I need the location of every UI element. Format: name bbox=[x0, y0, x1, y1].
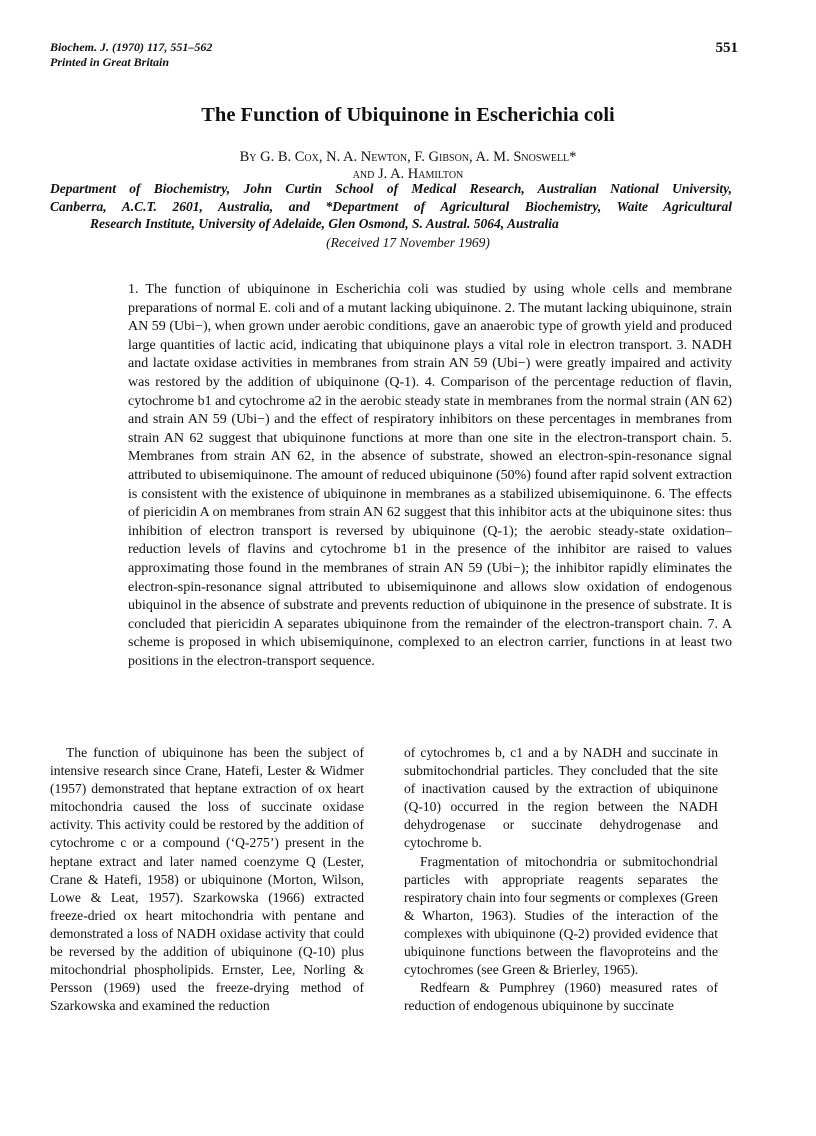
body-column-left bbox=[50, 744, 364, 1015]
received-date: (Received 17 November 1969) bbox=[326, 235, 490, 250]
body-column-right bbox=[404, 744, 718, 1015]
body-paragraph: Fragmentation of mitochondria or submitochondrial particles with appropriate reagents separates the respiratory chain into four segments or complexes (Green & Wharton, 1963). Studies of the interaction of the complexes with ubiquinone (Q-2) provided evidence that ubiquinone functions between the flavoproteins and the cytochromes (see Green & Brierley, 1965). bbox=[404, 853, 718, 978]
author-list bbox=[0, 149, 816, 183]
abstract: 1. The function of ubiquinone in Escherichia coli was studied by using whole cells and membrane preparations of normal E. coli and of a mutant lacking ubiquinone. 2. The mutant lacking ubiquinone, strain AN 59 (Ubi−), when grown under aerobic conditions, gave an anaerobic type of growth yield and produced large quantities of lactic acid, indicating that ubiquinone plays a vital role in electron transport. 3. NADH and lactate oxidase activities in membranes from strain AN 59 (Ubi−) were greatly impaired and activity was restored by the addition of ubiquinone (Q-1). 4. Comparison of the percentage reduction of flavin, cytochrome b1 and cytochrome a2 in the aerobic steady state in membranes from the normal strain (AN 62) and strain AN 59 (Ubi−) and the effect of respiratory inhibitors on these percentages in membranes from strain AN 62 suggest that ubiquinone functions at more than one site in the electron-transport chain. 5. Membranes from strain AN 62, in the absence of substrate, showed an electron-spin-resonance signal attributed to ubisemiquinone. The amount of reduced ubiquinone (50%) found after rapid solvent extraction is consistent with the existence of ubiquinone in membranes as a stabilized ubisemiquinone. 6. The effects of piericidin A on membranes from strain AN 62 suggest that this inhibitor acts at the ubiquinone sites: thus inhibition of electron transport is reversed by ubiquinone (Q-1); the aerobic steady-state oxidation–reduction levels of flavins and cytochrome b1 in the presence of the inhibitor are raised to values approximating those found in the membranes of strain AN 59 (Ubi−); the inhibitor rapidly eliminates the electron-spin-resonance signal attributed to ubisemiquinone and allows slow oxidation of endogenous ubiquinol in the absence of substrate and prevents reduction of ubiquinone in the presence of substrate. It is concluded that piericidin A separates ubiquinone from the remainder of the electron-transport chain. 7. A scheme is proposed in which ubisemiquinone, complexed to an electron carrier, functions in at least two positions in the electron-transport sequence. bbox=[128, 282, 732, 669]
affiliations bbox=[50, 180, 732, 233]
article-title: The Function of Ubiquinone in Escherichia coli bbox=[201, 104, 615, 126]
journal-citation: Biochem. J. (1970) 117, 551–562 bbox=[50, 40, 213, 54]
journal-header bbox=[50, 40, 212, 70]
page-number: 551 bbox=[715, 40, 738, 56]
affiliation-line-1: Department of Biochemistry, John Curtin School of Medical Research, Australian National University, bbox=[50, 181, 732, 196]
body-paragraph: Redfearn & Pumphrey (1960) measured rates of reduction of endogenous ubiquinone by succinate bbox=[404, 980, 718, 1014]
printed-in: Printed in Great Britain bbox=[50, 55, 170, 69]
authors-line-1: By G. B. Cox, N. A. Newton, F. Gibson, A. M. Snoswell* bbox=[239, 149, 577, 165]
body-paragraph: of cytochromes b, c1 and a by NADH and succinate in submitochondrial particles. They concluded that the site of inactivation caused by the extraction of ubiquinone (Q-10) occurred in the region between the NADH dehydrogenase or succinate dehydrogenase and cytochrome b. bbox=[404, 745, 718, 851]
affiliation-line-2: Canberra, A.C.T. 2601, Australia, and *Department of Agricultural Biochemistry, Waite Agricultural bbox=[50, 198, 732, 214]
affiliation-line-3: Research Institute, University of Adelaide, Glen Osmond, S. Austral. 5064, Australia bbox=[90, 216, 559, 231]
authors-line-2: and J. A. Hamilton bbox=[352, 166, 464, 182]
body-paragraph: The function of ubiquinone has been the subject of intensive research since Crane, Hatefi, Lester & Widmer (1957) demonstrated that heptane extraction of ox heart mitochondria caused the loss of succinate oxidase activity. This activity could be restored by the addition of cytochrome c or a compound (‘Q-275’) present in the heptane extract and later named coenzyme Q (Lester, Crane & Hatefi, 1958) or ubiquinone (Morton, Wilson, Lowe & Leat, 1957). Szarkowska (1966) extracted freeze-dried ox heart mitochondria with pentane and demonstrated a loss of NADH oxidase activity that could be reversed by the addition of ubiquinone (Q-10) plus mitochondrial phospholipids. Ernster, Lee, Norling & Persson (1969) used the freeze-drying method of Szarkowska and examined the reduction bbox=[50, 745, 364, 1014]
